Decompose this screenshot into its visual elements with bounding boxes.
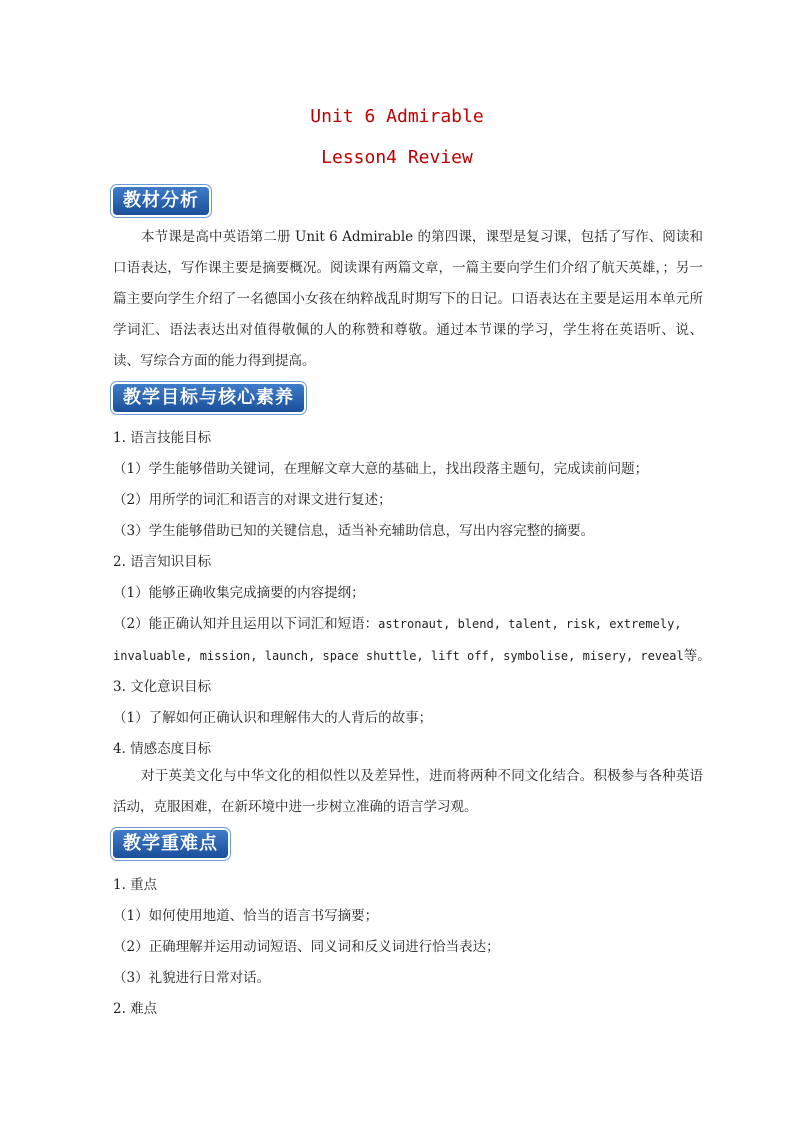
- goal-2-item-2-line-2: [113, 644, 711, 664]
- unit-title: Unit 6 Admirable: [310, 106, 484, 127]
- key-point-1: （1）如何使用地道、恰当的语言书写摘要；: [113, 908, 379, 924]
- goal-3-item-1: （1）了解如何正确认识和理解伟大的人背后的故事；: [113, 710, 433, 726]
- key-point-3: （3）礼貌进行日常对话。: [113, 970, 271, 986]
- goal-1-item-1: （1）学生能够借助关键词，在理解文章大意的基础上，找出段落主题句，完成读前问题；: [113, 461, 649, 477]
- goal-1-item-3: （3）学生能够借助已知的关键信息，适当补充辅助信息，写出内容完整的摘要。: [113, 523, 595, 539]
- goal-2-item-2-line-1: [113, 612, 703, 632]
- goal-2-item-2-prefix: （2）能正确认知并且运用以下词汇和短语：: [113, 616, 379, 632]
- goal-3-title: 3. 文化意识目标: [113, 679, 212, 695]
- lesson-title: Lesson4 Review: [321, 147, 473, 168]
- difficult-points-title: 2. 难点: [113, 1001, 158, 1017]
- goal-4-paragraph: 对于英美文化与中华文化的相似性以及差异性，进而将两种不同文化结合。积极参与各种英语活动，克服困难，在新环境中进一步树立准确的语言学习观。: [113, 768, 703, 815]
- key-points-title: 1. 重点: [113, 877, 158, 893]
- goal-1-item-2: （2）用所学的词汇和语言的对课文进行复述；: [113, 492, 392, 508]
- goal-1-title: 1. 语言技能目标: [113, 430, 212, 446]
- goal-2-item-1: （1）能够正确收集完成摘要的内容提纲；: [113, 585, 365, 601]
- vocab-list-part-1: astronaut, blend, talent, risk, extremely,: [378, 617, 682, 631]
- section-heading-textbook-analysis: 教材分析: [113, 187, 209, 215]
- section-heading-key-difficult-points: 教学重难点: [113, 830, 228, 858]
- vocab-list-part-2: invaluable, mission, launch, space shuttle, lift off, symbolise, misery, reveal: [113, 649, 684, 663]
- textbook-analysis-paragraph: 本节课是高中英语第二册 Unit 6 Admirable 的第四课，课型是复习课，包括了写作、阅读和口语表达，写作课主要是摘要概况。阅读课有两篇文章，一篇主要向学生们介绍了航天英雄，；另一篇主要向学生介绍了一名德国小女孩在纳粹战乱时期写下的日记。口语表达在主要是运用本单元所学词汇、语法表达出对值得敬佩的人的称赞和尊敬。通过本节课的学习，学生将在英语听、说、读、写综合方面的能力得到提高。: [113, 229, 703, 369]
- goal-4-title: 4. 情感态度目标: [113, 741, 212, 757]
- goal-2-item-2-suffix: 等。: [683, 648, 711, 664]
- section-heading-objectives: 教学目标与核心素养: [113, 384, 304, 412]
- key-point-2: （2）正确理解并运用动词短语、同义词和反义词进行恰当表达；: [113, 939, 500, 955]
- goal-2-title: 2. 语言知识目标: [113, 554, 212, 570]
